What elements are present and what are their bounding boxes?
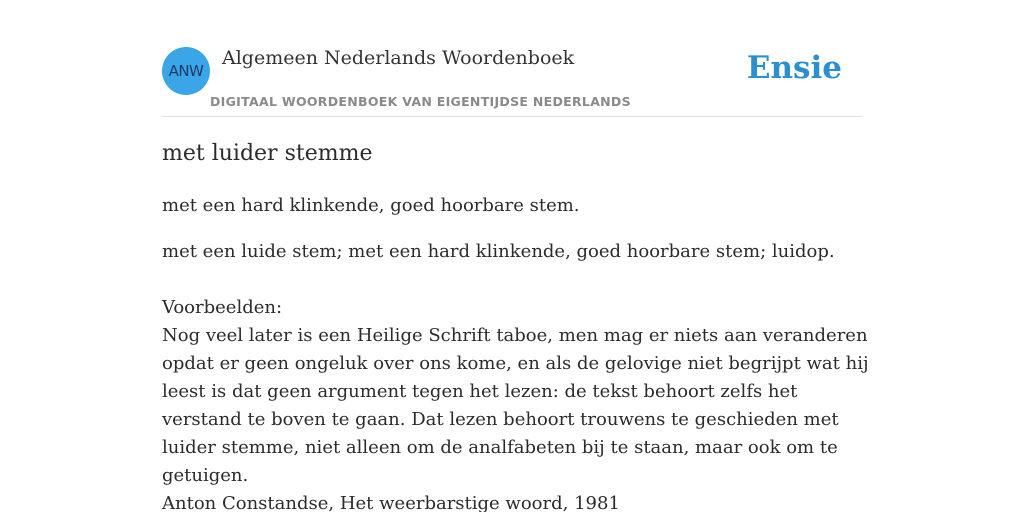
examples-label: Voorbeelden: — [162, 297, 283, 318]
headword: met luider stemme — [162, 141, 373, 166]
site-header — [162, 44, 862, 117]
dictionary-title[interactable]: Algemeen Nederlands Woordenboek — [222, 47, 575, 69]
example-text: Nog veel later is een Heilige Schrift taboe, men mag er niets aan veranderen opdat er geen ongeluk over ons kome, en als de gelovige niet begrijpt wat hij leest is dat geen argument tegen het lezen: de tekst behoort zelfs het verstand te boven te gaan. Dat lezen behoort trouwens te geschieden met luider stemme, niet alleen om de analfabeten bij te staan, maar ook om te getuigen. — [162, 325, 869, 486]
dictionary-subtitle: DIGITAAL WOORDENBOEK VAN EIGENTIJDSE NEDERLANDS — [210, 94, 631, 109]
definition-2: met een luide stem; met een hard klinkende, goed hoorbare stem; luidop. — [162, 241, 835, 262]
entry-content — [162, 138, 872, 512]
examples-block — [162, 294, 872, 512]
definition-1: met een hard klinkende, goed hoorbare stem. — [162, 195, 580, 216]
ensie-brand-logo[interactable]: Ensie — [746, 50, 842, 86]
anw-logo[interactable] — [162, 47, 210, 95]
logo-text: ANW — [168, 62, 204, 80]
example-source: Anton Constandse, Het weerbarstige woord, 1981 — [162, 493, 620, 512]
